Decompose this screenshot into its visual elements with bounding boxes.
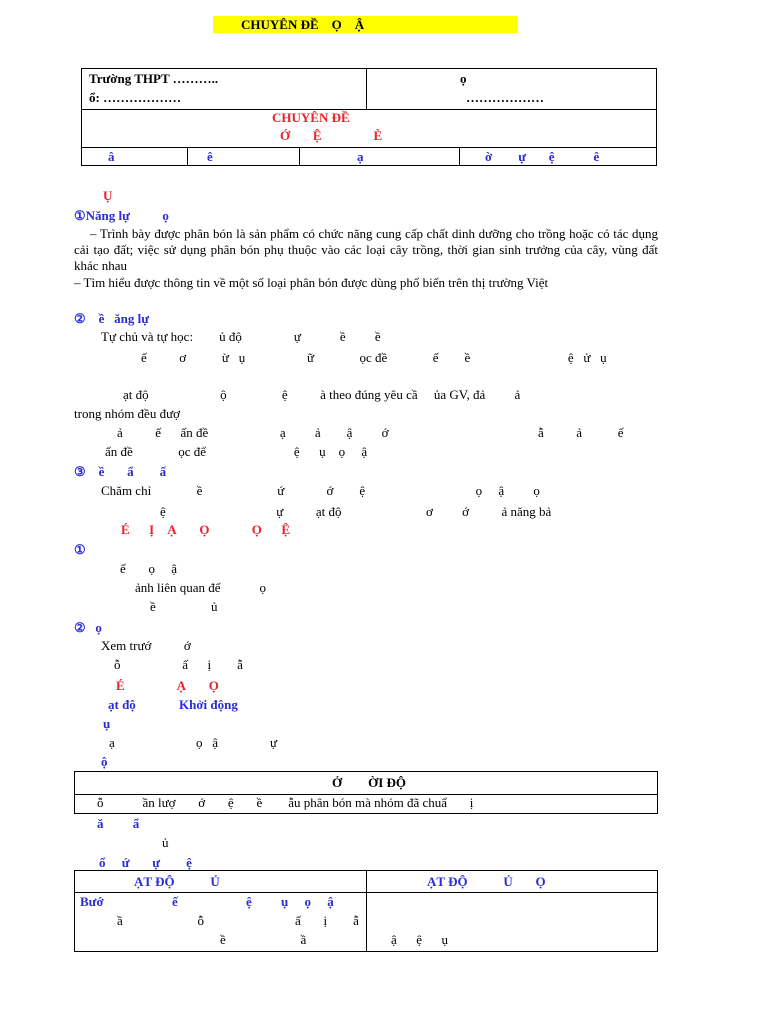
step-rest: ế ệ ụ ọ ậ: [172, 894, 334, 909]
content-heading: ộ: [101, 754, 108, 769]
section-process-heading: É Ạ Ọ: [116, 678, 219, 693]
section-objectives-heading: Ụ: [103, 188, 113, 203]
quality-heading: ③ ề ẩ ấ: [74, 464, 167, 479]
activity-label: ạt độ: [108, 697, 136, 712]
competency-2-line-f: ấn đề ọc để ệ ụ ọ ậ: [105, 444, 368, 459]
student-line-3: ậ ệ ụ: [391, 932, 449, 947]
document-title: CHUYÊN ĐỀ Ọ Ậ: [241, 17, 365, 32]
start-box-content: ỗ ần lượ ớ ệ ề ẫu phân bón mà nhóm đã chuẩ ị: [97, 795, 474, 810]
step-line-2: ầ ỗ ấ ị ẫ: [117, 913, 359, 928]
step-label: Bướ: [80, 894, 104, 909]
competency-2-line-e: ả ế ấn đề ạ ả ậ ớ ẫ ả ế: [117, 425, 624, 440]
competency-2-heading: ② ề ăng lự: [74, 311, 150, 326]
student-line-e: ỗ ấ ị ẫ: [114, 657, 243, 672]
student-line-d: Xem trướ ớ: [101, 638, 191, 653]
student-mark: ② ọ: [74, 620, 102, 635]
goal-heading: ụ: [103, 716, 111, 731]
info-col-3: ạ: [357, 149, 364, 164]
header-right-line1: ọ: [460, 71, 467, 86]
school-name: Trường THPT ………..: [89, 71, 219, 86]
student-activity-header: ẠT ĐỘ Ủ Ọ: [427, 874, 546, 889]
quality-line-a: Chăm chỉ ề ứ ớ ệ ọ ậ ọ: [101, 483, 540, 498]
teacher-line-b: ảnh liên quan đế ọ: [135, 580, 267, 595]
product-line: ủ: [162, 835, 169, 850]
teacher-activity-header: ẠT ĐỘ Ủ: [134, 874, 220, 889]
competency-2-line-d: trong nhóm đều đượ: [74, 406, 180, 421]
competency-1-para2: – Tìm hiểu được thông tin về một số loại phân bón được dùng phổ biến trên thị trường Việt: [74, 275, 549, 290]
activity-name: Khởi động: [179, 697, 238, 712]
competency-1-para1: – Trình bày được phân bón là sản phẩm có chức năng cung cấp chất dinh dưỡng cho trồng hoặc có tác dụng cải tạo đất; việc sử dụng phân bón phụ thuộc vào các loại cây trồng, thời gian sinh trưởng của cây, vùng đất khác nhau: [74, 226, 658, 273]
quality-line-b: ệ ự ạt độ ơ ớ ả năng bả: [160, 504, 552, 519]
step-line-3: ề ầ: [220, 932, 307, 947]
section-equipment-heading: É Ị Ạ Ọ Ọ Ệ: [121, 522, 291, 537]
info-col-2: ê: [207, 149, 213, 164]
organize-heading: ổ ứ ự ệ: [99, 855, 192, 870]
start-box-heading: Ở ỜI ĐỘ: [332, 775, 407, 790]
product-heading: ă ẩ: [97, 816, 140, 831]
topic-name: Ớ Ệ È: [280, 128, 383, 143]
competency-2-line-c: ạt độ ộ ệ à theo đúng yêu cầ ủa GV, đả ả: [123, 387, 521, 402]
info-col-4: ờ ự ệ ê: [485, 149, 600, 164]
teacher-line-c: ề ủ: [150, 599, 218, 614]
topic-label: CHUYÊN ĐỀ: [272, 110, 350, 125]
info-col-1: â: [108, 149, 115, 164]
group-name: ổ: ………………: [89, 90, 182, 105]
competency-1-heading: ①Năng lự ọ: [74, 208, 169, 223]
teacher-mark: ①: [74, 542, 86, 557]
competency-2-line-b: ế ơ ừ ụ ữ ọc đề ế ề ệ ử ụ: [141, 350, 607, 365]
header-right-line2: ………………: [466, 90, 544, 105]
competency-2-line-a: Tự chủ và tự học: ủ độ ự ề ề: [101, 329, 381, 344]
teacher-line-a: ế ọ ậ: [120, 561, 178, 576]
goal-line: ạ ọ ậ ự: [109, 735, 278, 750]
